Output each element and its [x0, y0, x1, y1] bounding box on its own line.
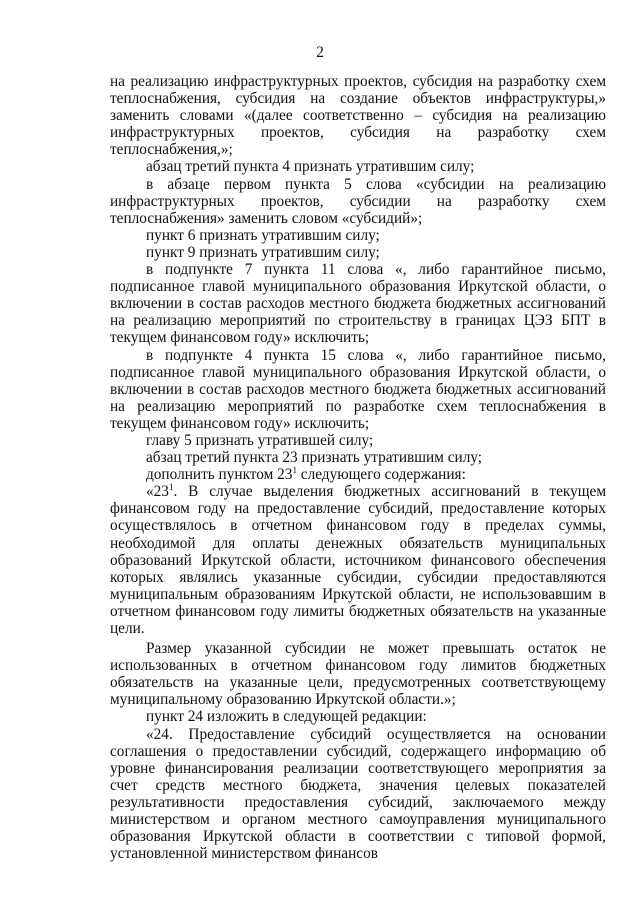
paragraph-4: пункт 6 признать утратившим силу;: [146, 226, 380, 244]
paragraph-14: «24. Предоставление субсидий осуществляется на основании соглашения о предоставлении субсидий, содержащего информацию об уровне финансирования реализации соответствующего мероприятия за счет средств местного бюджета, значения целевых показателей результативности предоставления субсидий, заключаемого между министерством и органом местного самоуправления муниципального образования Иркутской области в соответствии с типовой формой, установленной министерством финансов: [110, 725, 606, 863]
paragraph-11-pre: «23: [146, 483, 169, 501]
paragraph-10-superscript: 1: [292, 465, 297, 476]
paragraph-6: в подпункте 7 пункта 11 слова «, либо гарантийное письмо, подписанное главой муниципального образования Иркутской области, о включении в состав расходов местного бюджета бюджетных ассигнований на реализацию мероприятий по строительству в границах ЦЭЗ БПТ в текущем финансовом году» исключить;: [110, 261, 606, 347]
paragraph-11-superscript: 1: [168, 482, 174, 493]
paragraph-2: абзац третий пункта 4 признать утратившим силу;: [146, 158, 475, 176]
paragraph-12: Размер указанной субсидии не может превышать остаток не использованных в отчетном финансовом году лимитов бюджетных обязательств на указанные цели, предусмотренных соответствующему муниципальному образованию Иркутской области.»;: [110, 640, 606, 709]
paragraph-7: в подпункте 4 пункта 15 слова «, либо гарантийное письмо, подписанное главой муниципального образования Иркутской области, о включении в состав расходов местного бюджета бюджетных ассигнований на реализацию мероприятий по разработке схем теплоснабжения в текущем финансовом году» исключить;: [110, 346, 606, 432]
paragraph-3: в абзаце первом пункта 5 слова «субсидии на реализацию инфраструктурных проектов, субсидии на разработку схем теплоснабжения» заменить словом «субсидий»;: [110, 175, 606, 227]
page-number: 2: [316, 44, 324, 61]
paragraph-9: абзац третий пункта 23 признать утратившим силу;: [146, 449, 483, 467]
paragraph-1: на реализацию инфраструктурных проектов, субсидия на разработку схем теплоснабжения, субсидия на создание объектов инфраструктуры,» заменить словами «(далее соответственно – субсидия на реализацию инфраструктурных проектов, субсидия на разработку схем теплоснабжения,»;: [110, 73, 606, 159]
paragraph-13: пункт 24 изложить в следующей редакции:: [146, 708, 427, 726]
paragraph-11-post: . В случае выделения бюджетных ассигнований в текущем финансовом году на предоставление субсидий, предоставление которых осуществлялось в отчетном финансовом году в пределах суммы, необходимой для оплаты денежных обязательств муниципальных образований Иркутской области, источником финансового обеспечения которых являлись указанные субсидии, субсидии предоставляются муниципальным образованиям Иркутской области, не использовавшим в отчетном финансовом году лимиты бюджетных обязательств на указанные цели.: [110, 483, 606, 637]
document-body: [110, 73, 606, 862]
paragraph-8: главу 5 признать утратившей силу;: [146, 431, 374, 449]
paragraph-5: пункт 9 признать утратившим силу;: [146, 243, 380, 261]
paragraph-10-pre: дополнить пунктом 23: [146, 466, 293, 484]
paragraph-10-post: следующего содержания:: [296, 466, 466, 484]
paragraph-10: [110, 466, 606, 483]
paragraph-11: [110, 483, 606, 637]
